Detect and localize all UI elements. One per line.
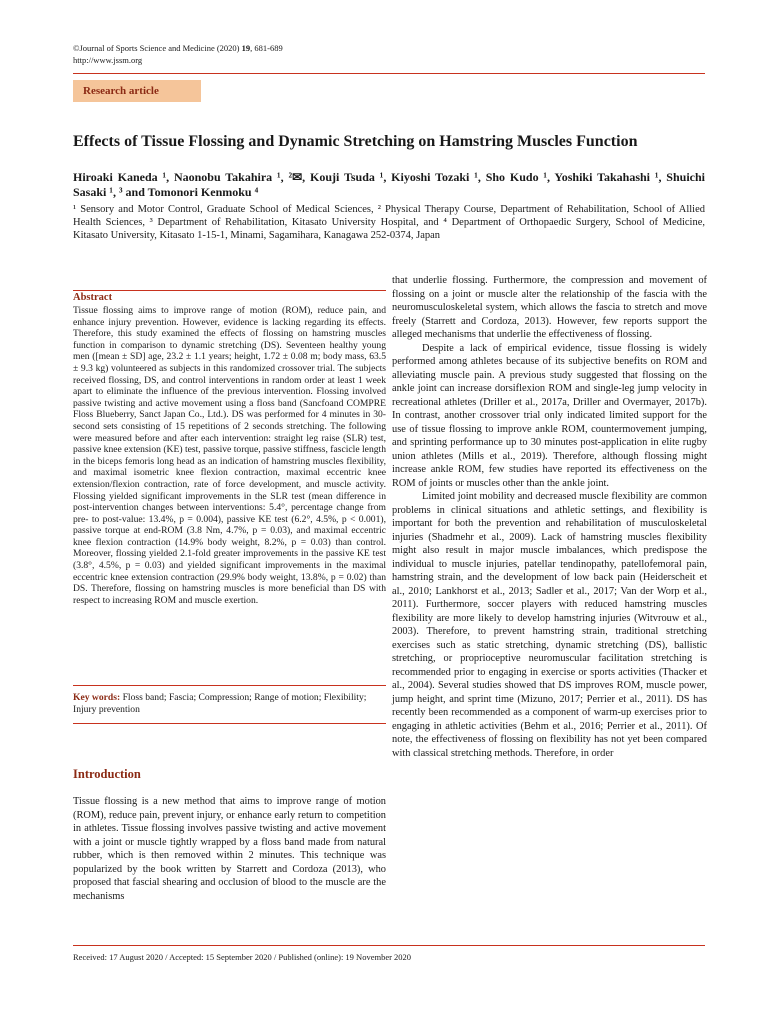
paragraph: Limited joint mobility and decreased muscle flexibility are common problems in clinical situations and athletic settings, and flexibility is important for both the prevention and rehabilitation of musculoskeletal injuries (Shadmehr et al., 2009). Lack of hamstring muscles flexibility might also result in major muscle imbalances, which predispose the individual to muscle injuries, patellar tendinopathy, patellofemoral pain, hamstring strain, and the development of low back pain (Heiderscheit et al., 2010; Lankhorst et al., 2013; Sadler et al., 2017; Van der Worp et al., 2011). Furthermore, soccer players with reduced hamstring muscles flexibility are more likely to develop hamstring injuries (Witvrouw et al., 2003). Therefore, to prevent hamstring strain, traditional stretching exercises such as static stretching, dynamic stretching (DS), ballistic stretching, or proprioceptive neuromuscular facilitation stretching is recommended prior to engaging in exercise or sports activities (Thacker et al., 2004). Several studies showed that DS improves ROM, muscle power, jump height, and sprint time (Mizuno, 2017; Perrier et al., 2011). DS has recently been recommended as a component of warm-up exercises prior to engaging in athletic activities (Behm et al., 2016; Perrier et al., 2011). Of note, the effectiveness of flossing on flexibility has not yet been compared with classical stretching methods. Therefore, in order xyxy=(392,491,707,759)
footer-divider xyxy=(73,945,705,946)
journal-pages: , 681-689 xyxy=(250,43,283,53)
abstract-top-divider xyxy=(73,290,386,291)
right-column-body xyxy=(392,274,707,760)
abstract-heading: Abstract xyxy=(73,292,113,303)
journal-citation xyxy=(73,43,283,54)
introduction-heading: Introduction xyxy=(73,767,141,781)
journal-volume: 19 xyxy=(241,43,251,53)
paragraph: Despite a lack of empirical evidence, tissue flossing is widely performed among athletes because of its subjective benefits on ROM and alleviating muscle pain. A previous study suggested that flossing on the ankle joint can increase dorsiflexion ROM and single-leg jump velocity in recreational athletes (Driller et al., 2017a, Driller and Overmayer, 2017b). In contrast, another crossover trial only indicated limited support for the use of tissue flossing to improve ankle ROM, countermovement jumping, and sprinting performance up to 30 minutes post-application in elite rugby union athletes (Mills et al., 2019). Therefore, although flossing might increase ankle ROM, few studies have reported its effectiveness on the ROM of joints or muscles other than the ankle joint. xyxy=(392,342,707,489)
journal-url[interactable]: http://www.jssm.org xyxy=(73,55,143,65)
keywords-divider xyxy=(73,723,386,724)
keywords-text: Floss band; Fascia; Compression; Range of motion; Flexibility; Injury prevention xyxy=(73,692,367,715)
paragraph: that underlie flossing. Furthermore, the compression and movement of flossing on a joint or muscle alter the relationship of the fascia with the neuromusculoskeletal system, which allows the fascia to stretch and move freely (Starrett and Cordoza, 2013). However, few reports support the alleged mechanisms that underlie the effectiveness of flossing. xyxy=(392,275,707,340)
header-divider xyxy=(73,73,705,74)
paragraph: Tissue flossing is a new method that aims to improve range of motion (ROM), reduce pain, prevent injury, or enhance early return to competition in athletes. Tissue flossing involves passive twisting and active movement with a joint or muscle tightly wrapped by a floss band made from natural rubber, which is then removed within 2 minutes. This technique was popularized by the book written by Starrett and Cordoza (2013), who proposed that fascial shearing and occlusion of blood to the muscle are the mechanisms xyxy=(73,796,386,902)
abstract-text: Tissue flossing aims to improve range of motion (ROM), reduce pain, and enhance injury prevention. However, evidence is lacking regarding its effects. Therefore, this study examined the effects of flossing on hamstring muscles function in comparison to dynamic stretching (DS). Seventeen healthy young men ([mean ± SD] age, 23.2 ± 1.1 years; height, 1.72 ± 0.08 m; body mass, 63.5 ± 9.3 kg) volunteered as subjects in this randomized crossover trial. The subjects received flossing, DS, and control interventions in random order at least 1 week apart to eliminate the influence of the previous intervention. Flossing involved passive twisting and active movement using a floss band (Sancfoand COMPRE Floss Blueberry, Sanct Japan Co., Ltd.). DS was performed for 4 minutes in 30-second sets consisting of 15 repetitions of 2 seconds stretching. The following were measured before and after each intervention: straight leg raise (SLR) test, passive knee extension (KE) test, passive torque, passive stiffness, fascicle length in the biceps femoris long head as an indication of hamstring muscles flexibility, and maximal isometric knee flexion contraction, maximal eccentric knee extension/flexion contraction, rate of force development, and muscle activity. Flossing yielded significant improvements in the SLR test (mean difference in post-intervention changes between interventions: 5.4°, percentage change from pre- to post-value: 13.4%, p = 0.004), passive KE test (6.2°, 4.5%, p < 0.001), passive torque at end-ROM (3.8 Nm, 4.7%, p = 0.03), and maximal eccentric knee flexion contraction (14.9% body weight, 8.2%, p = 0.03) than control. Moreover, flossing yielded 2.1-fold greater improvements in the passive KE test (3.8°, 4.5%, p = 0.03) and yielded significant improvements in the maximal eccentric knee extension contraction (29.9% body weight, 13.8%, p = 0.02) than DS. Therefore, flossing on hamstring muscles is more beneficial than DS with respect to increasing ROM and muscle exertion. xyxy=(73,305,386,606)
journal-prefix: ©Journal of Sports Science and Medicine (2020) xyxy=(73,43,242,53)
keywords-label: Key words: xyxy=(73,692,121,703)
paper-title: Effects of Tissue Flossing and Dynamic Stretching on Hamstring Muscles Function xyxy=(73,133,638,150)
author-list: Hiroaki Kaneda ¹, Naonobu Takahira ¹, ²✉, Kouji Tsuda ¹, Kiyoshi Tozaki ¹, Sho Kudo ¹, Yoshiki Takahashi ¹, Shuichi Sasaki ¹, ³ and Tomonori Kenmoku ⁴ xyxy=(73,170,705,199)
affiliations: ¹ Sensory and Motor Control, Graduate School of Medical Sciences, ² Physical Therapy Course, Department of Rehabilitation, School of Allied Health Sciences, ³ Department of Rehabilitation, Kitasato University Hospital, and ⁴ Department of Orthopaedic Surgery, School of Medicine, Kitasato University, Kitasato 1-15-1, Minami, Sagamihara, Kanagawa 252-0374, Japan xyxy=(73,204,705,242)
article-type-badge: Research article xyxy=(73,80,201,102)
abstract-bottom-divider xyxy=(73,685,386,686)
left-column-body xyxy=(73,795,386,903)
publication-dates: Received: 17 August 2020 / Accepted: 15 September 2020 / Published (online): 19 November 2020 xyxy=(73,952,412,962)
keywords xyxy=(73,692,386,715)
